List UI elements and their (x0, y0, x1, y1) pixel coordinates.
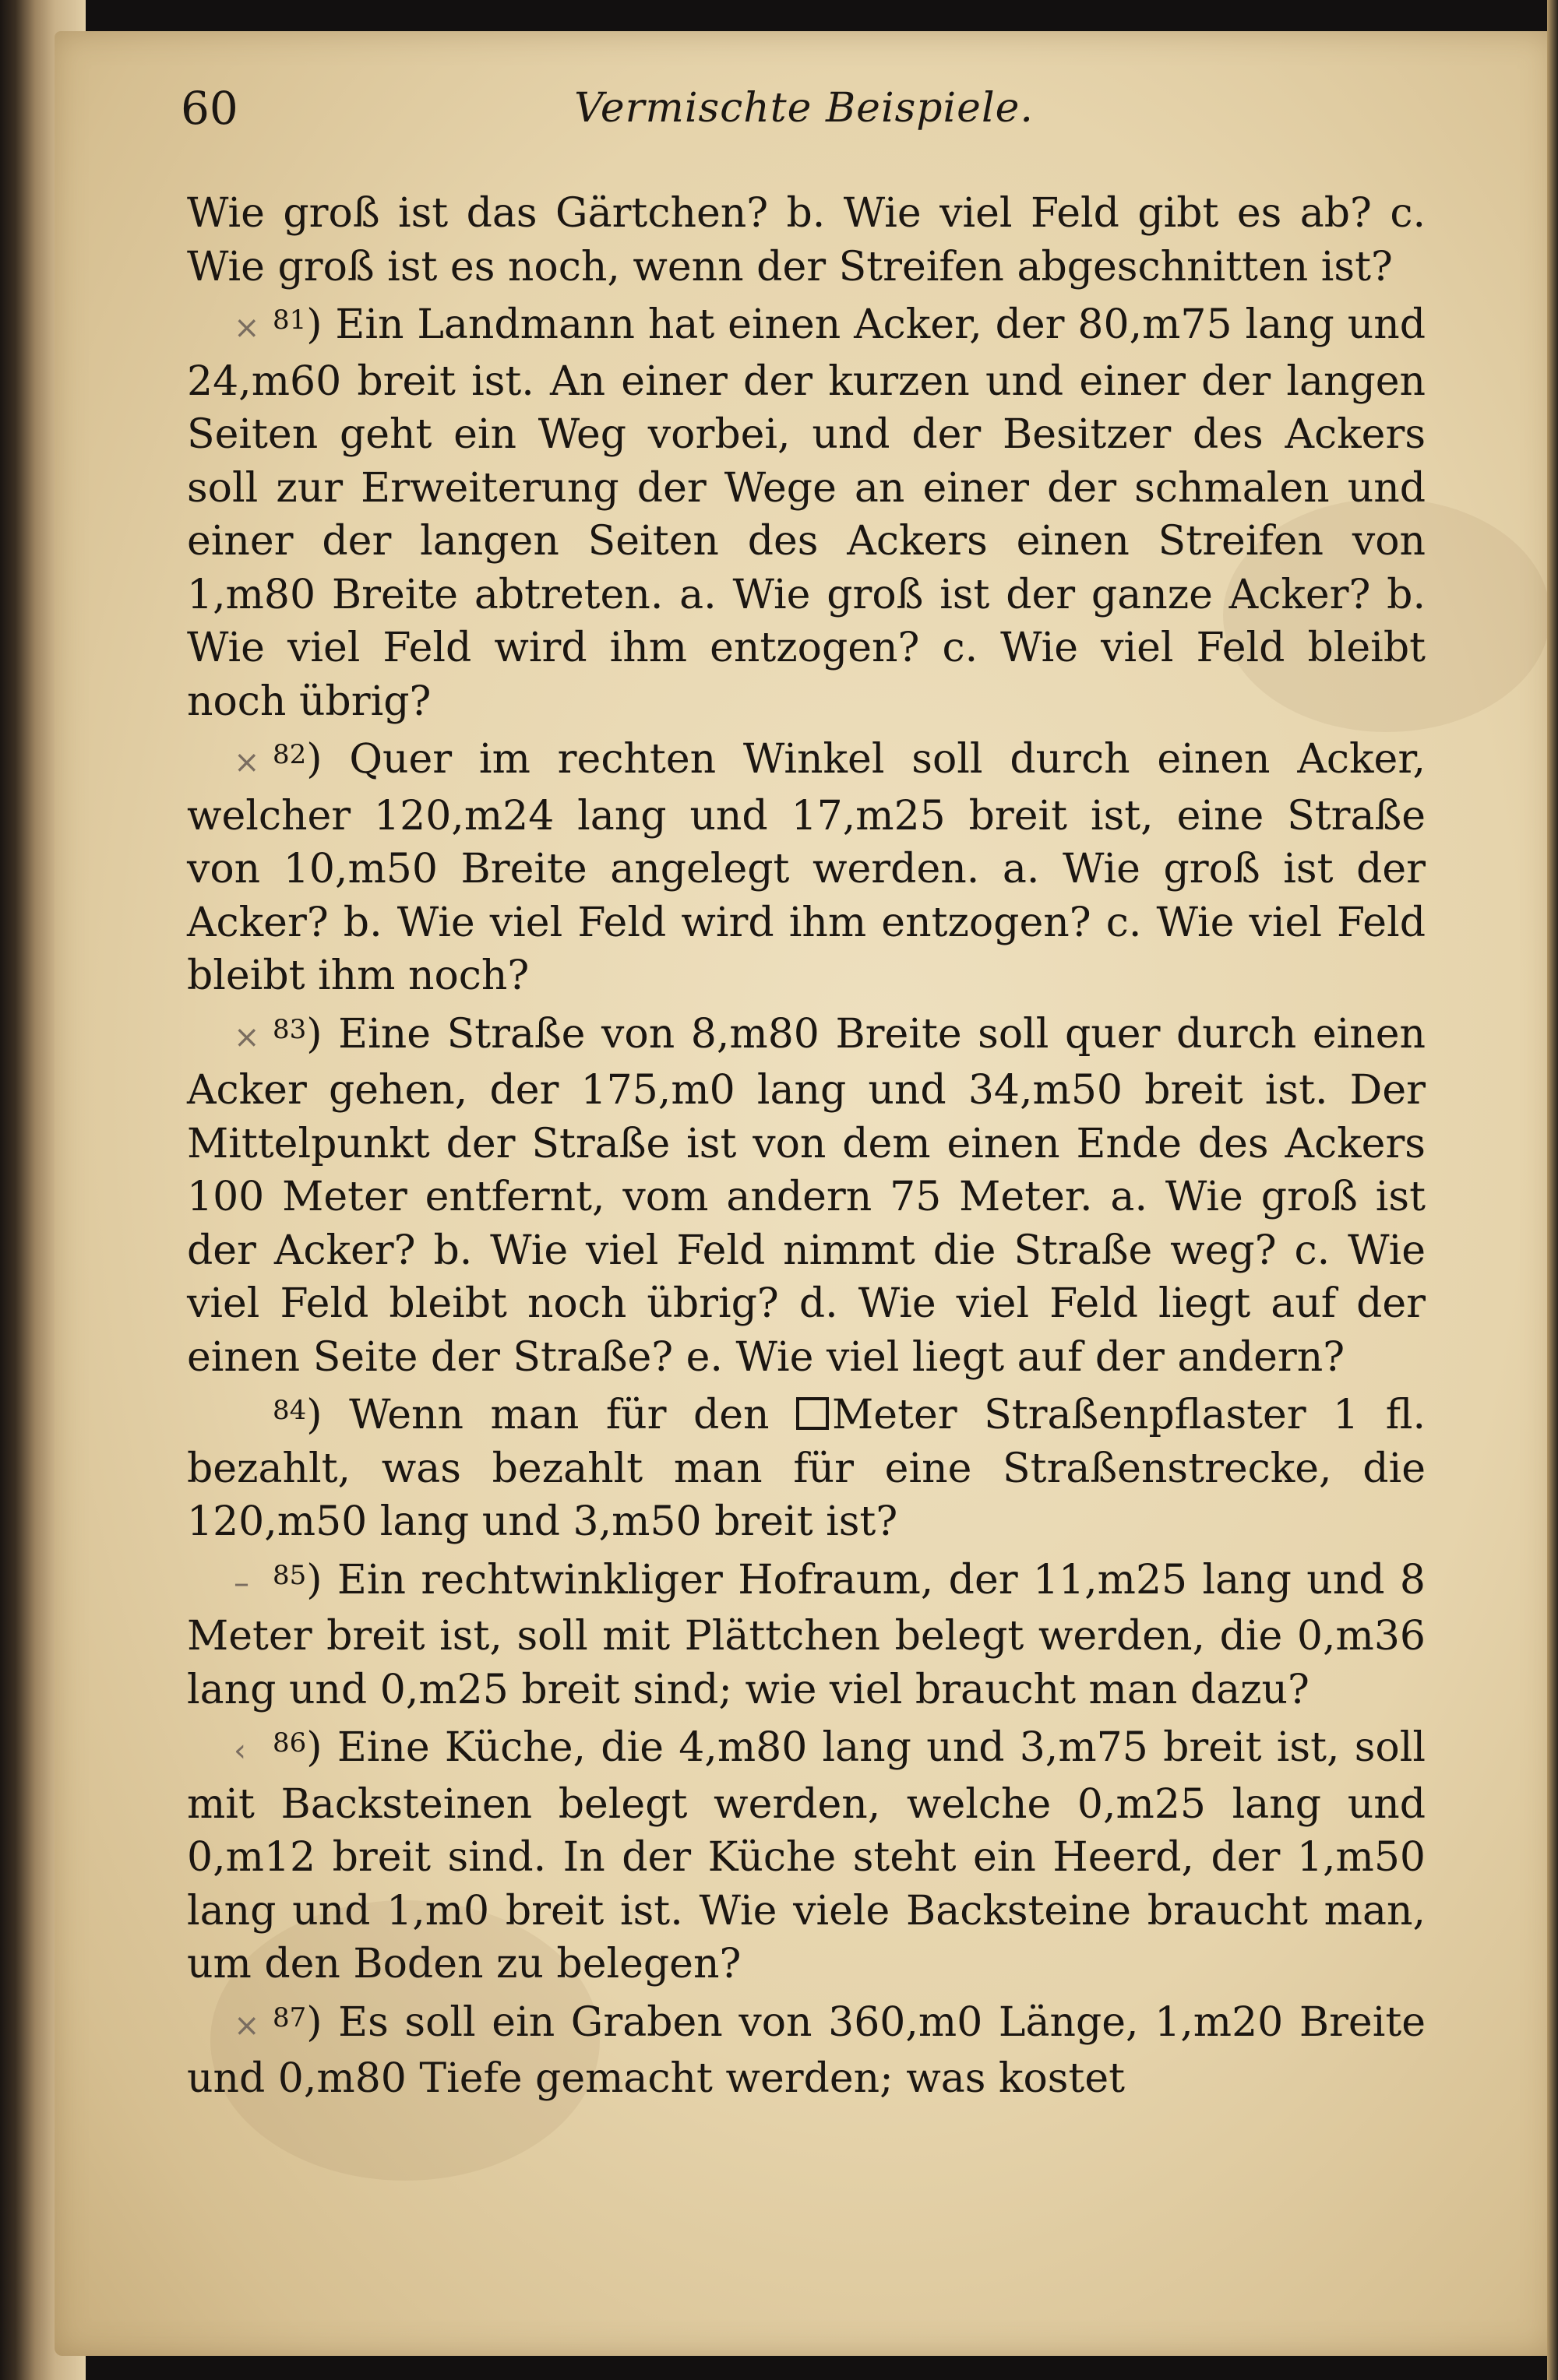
paragraph-text: Wie groß ist das Gärtchen? b. Wie viel Feld gibt es ab? c. Wie groß ist es noch, wenn der Streifen abgeschnitten ist? (187, 190, 1426, 290)
page-number: 60 (181, 82, 238, 135)
exercise-number: 85 (273, 1559, 307, 1591)
exercise-87 (187, 1991, 1426, 2106)
exercise-83 (187, 1003, 1426, 1385)
exercise-paren: ) (306, 1010, 339, 1058)
exercise-text: Quer im rechten Winkel soll durch einen Acker, welcher 120,m24 lang und 17,m25 breit ist, eine Straße von 10,m50 Breite angelegt werden. a. Wie groß ist der Acker? b. Wie viel Feld wird ihm entzogen? c. Wie viel Feld bleibt ihm noch? (187, 736, 1426, 999)
pencil-mark-icon: × (234, 310, 260, 346)
exercise-number: 86 (273, 1727, 307, 1759)
exercise-paren: ) (306, 736, 350, 783)
exercise-81 (187, 294, 1426, 728)
exercise-84 (187, 1384, 1426, 1549)
exercise-number: 87 (273, 2002, 307, 2033)
exercise-number: 82 (273, 739, 307, 770)
exercise-paren: ) (306, 1556, 337, 1604)
exercise-text: Meter Straßenpflaster 1 fl. bezahlt, was bezahlt man für eine Straßenstrecke, die 120,m50 lang und 3,m50 breit ist? (187, 1392, 1426, 1545)
exercise-paren: ) (306, 1724, 337, 1771)
exercise-number: 81 (273, 305, 307, 336)
page-right-edge (1547, 0, 1558, 2380)
exercise-paren: ) (306, 1392, 350, 1438)
pencil-mark-icon: × (234, 2007, 260, 2044)
exercise-82 (187, 728, 1426, 1003)
exercise-paren: ) (306, 1998, 339, 2046)
exercise-text: Ein Landmann hat einen Acker, der 80,m75 lang und 24,m60 breit ist. An einer der kurzen und einer der langen Seiten geht ein Weg vorbei, und der Besitzer des Ackers soll zur Erweiterung der Wege an einer der schmalen und einer der langen Seiten des Ackers einen Streifen von 1,m80 Breite abtreten. a. Wie groß ist der ganze Acker? b. Wie viel Feld wird ihm entzogen? c. Wie viel Feld bleibt noch übrig? (187, 301, 1426, 725)
exercise-text: Wenn man für den (349, 1392, 797, 1438)
page-header (181, 82, 1427, 144)
exercise-number: 83 (273, 1013, 307, 1045)
text-block (187, 187, 1426, 2106)
square-unit-icon (796, 1397, 829, 1430)
exercise-86 (187, 1716, 1426, 1991)
pencil-mark-icon: ‹ (234, 1733, 246, 1769)
exercise-text: Eine Straße von 8,m80 Breite soll quer durch einen Acker gehen, der 175,m0 lang und 34,m50 breit ist. Der Mittelpunkt der Straße ist von dem einen Ende des Ackers 100 Meter entfernt, vom andern 75 Meter. a. Wie groß ist der Acker? b. Wie viel Feld nimmt die Straße weg? c. Wie viel Feld bleibt noch übrig? d. Wie viel Feld liegt auf der einen Seite der Straße? e. Wie viel liegt auf der andern? (187, 1010, 1426, 1381)
pencil-mark-icon: – (234, 1565, 249, 1601)
exercise-text: Es soll ein Graben von 360,m0 Länge, 1,m20 Breite und 0,m80 Tiefe gemacht werden; was kostet (187, 1998, 1426, 2102)
pencil-mark-icon: × (234, 745, 260, 780)
pencil-mark-icon: × (234, 1019, 260, 1055)
running-head: Vermischte Beispiele. (574, 85, 1034, 132)
exercise-paren: ) (306, 301, 336, 348)
paragraph-continuation (187, 187, 1426, 294)
exercise-text: Ein rechtwinkliger Hofraum, der 11,m25 lang und 8 Meter breit ist, soll mit Plättchen belegt werden, die 0,m36 lang und 0,m25 breit sind; wie viel braucht man dazu? (187, 1556, 1426, 1713)
exercise-85 (187, 1549, 1426, 1717)
exercise-number: 84 (273, 1395, 307, 1426)
exercise-text: Eine Küche, die 4,m80 lang und 3,m75 breit ist, soll mit Backsteinen belegt werden, welche 0,m25 lang und 0,m12 breit sind. In der Küche steht ein Heerd, der 1,m50 lang und 1,m0 breit ist. Wie viele Backsteine braucht man, um den Boden zu belegen? (187, 1724, 1426, 1987)
